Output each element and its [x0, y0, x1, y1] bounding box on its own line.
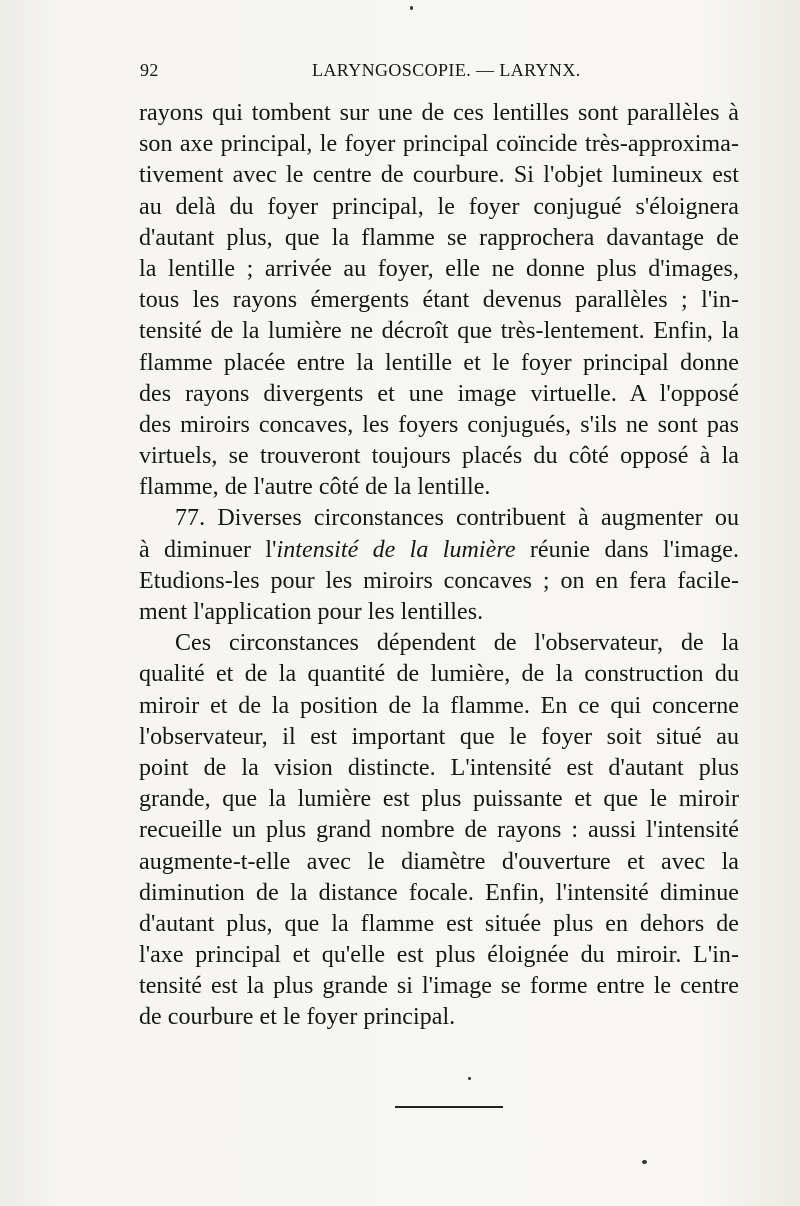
page-header	[140, 60, 740, 90]
text-line-content: miroir et de la position de la flamme. En ce qui concerne	[139, 692, 739, 719]
text-line-content: flamme placée entre la lentille et le foyer principal donne	[139, 349, 739, 376]
text-line	[139, 254, 739, 285]
text-line	[139, 129, 739, 160]
text-line	[139, 316, 739, 347]
ink-speck	[642, 1160, 647, 1164]
text-line	[139, 535, 739, 566]
text-line-content: tensité est la plus grande si l'image se forme entre le centre	[139, 973, 739, 1000]
text-line	[139, 192, 739, 223]
text-line-content: d'autant plus, que la flamme est située plus en dehors de	[139, 910, 739, 937]
text-line	[139, 503, 739, 534]
text-line-content: diminution de la distance focale. Enfin, l'intensité diminue	[139, 879, 739, 906]
text-line	[139, 285, 739, 316]
text-line	[139, 379, 739, 410]
text-line	[139, 597, 739, 628]
text-line	[139, 659, 739, 690]
text-line	[139, 628, 739, 659]
text-line	[139, 753, 739, 784]
text-line	[139, 1002, 739, 1033]
text-line	[139, 566, 739, 597]
text-line	[139, 160, 739, 191]
text-line	[139, 348, 739, 379]
text-line-content: Ces circonstances dépendent de l'observateur, de la	[175, 630, 739, 657]
closing-rule	[395, 1106, 503, 1108]
text-line	[139, 410, 739, 441]
text-line	[139, 971, 739, 1002]
text-line-content: l'observateur, il est important que le foyer soit situé au	[139, 723, 739, 750]
text-line-content: d'autant plus, que la flamme se rapprochera davantage de	[139, 224, 739, 251]
text-line-content: augmente-t-elle avec le diamètre d'ouverture et avec la	[139, 848, 739, 875]
text-line	[139, 98, 739, 129]
text-line-content: des rayons divergents et une image virtuelle. A l'opposé	[139, 380, 739, 407]
text-line	[139, 815, 739, 846]
text-line-content: grande, que la lumière est plus puissante et que le miroir	[139, 786, 739, 813]
text-line-content: de courbure et le foyer principal.	[139, 1004, 456, 1031]
text-line	[139, 722, 739, 753]
text-line-content: au delà du foyer principal, le foyer conjugué s'éloignera	[139, 193, 739, 220]
text-line-content: virtuels, se trouveront toujours placés du côté opposé à la	[139, 443, 739, 470]
text-line-content: ment l'application pour les lentilles.	[139, 599, 484, 625]
text-line	[139, 847, 739, 878]
running-title: LARYNGOSCOPIE. — LARYNX.	[312, 60, 581, 80]
ink-speck	[468, 1077, 471, 1080]
text-line	[139, 472, 739, 503]
text-line-content: 77. Diverses circonstances contribuent à augmenter ou	[175, 505, 739, 532]
text-line-content: à diminuer l'	[139, 536, 277, 563]
text-line-content: tous les rayons émergents étant devenus parallèles ; l'in-	[139, 287, 739, 314]
text-line	[139, 223, 739, 254]
text-line	[139, 784, 739, 815]
page-number: 92	[140, 60, 159, 80]
text-line-content: rayons qui tombent sur une de ces lentilles sont parallèles à	[139, 100, 739, 126]
ink-speck	[410, 6, 413, 10]
body-text	[139, 98, 739, 1034]
text-line	[139, 878, 739, 909]
text-line-content: recueille un plus grand nombre de rayons : aussi l'intensité	[139, 817, 739, 844]
text-line	[139, 940, 739, 971]
text-line-content: flamme, de l'autre côté de la lentille.	[139, 474, 491, 501]
text-line-content: son axe principal, le foyer principal coïncide très-approxima-	[139, 131, 739, 158]
text-line-content: point de la vision distincte. L'intensité est d'autant plus	[139, 754, 739, 781]
text-line-content: la lentille ; arrivée au foyer, elle ne donne plus d'images,	[139, 255, 739, 282]
text-line-content: des miroirs concaves, les foyers conjugués, s'ils ne sont pas	[139, 411, 739, 438]
text-line	[139, 909, 739, 940]
text-line	[139, 441, 739, 472]
text-line-content: Etudions-les pour les miroirs concaves ; on en fera facile-	[139, 567, 739, 594]
text-line-content: tivement avec le centre de courbure. Si l'objet lumineux est	[139, 162, 739, 189]
text-line-content: qualité et de la quantité de lumière, de la construction du	[139, 661, 739, 688]
italic-phrase: intensité de la lumière	[276, 536, 516, 563]
text-line-content: l'axe principal et qu'elle est plus éloignée du miroir. L'in-	[139, 942, 739, 969]
text-line	[139, 691, 739, 722]
text-line-content: tensité de la lumière ne décroît que très-lentement. Enfin, la	[139, 318, 739, 345]
text-line-content: réunie dans l'image.	[515, 536, 739, 563]
